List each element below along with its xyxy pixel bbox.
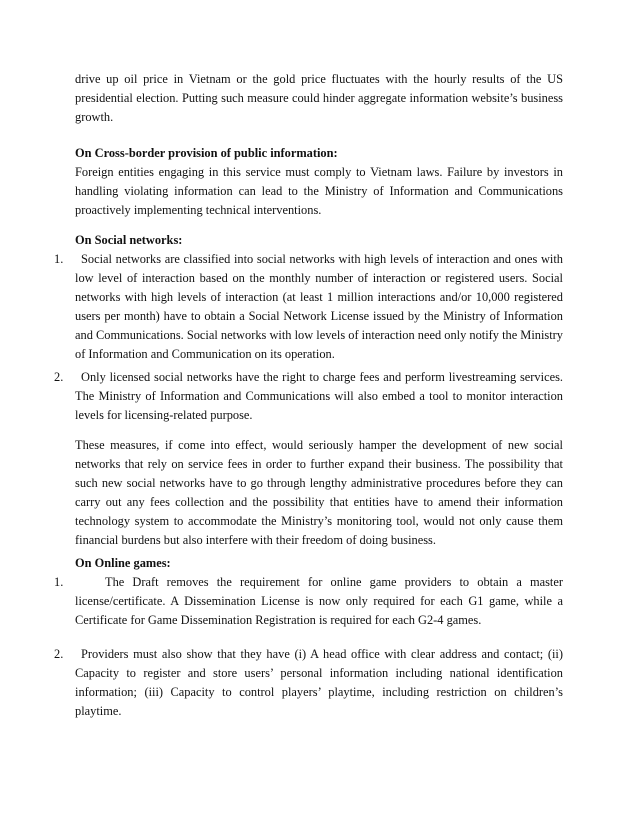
games-heading-block	[75, 554, 563, 573]
intro-paragraph-block	[75, 70, 563, 127]
intro-paragraph: drive up oil price in Vietnam or the gold price fluctuates with the hourly results of the US presidential election. Putting such measure could hinder aggregate information website’s business growth.	[75, 72, 563, 124]
social-heading-block	[75, 231, 563, 250]
social-item-1	[75, 250, 563, 364]
social-item-2-text: Only licensed social networks have the right to charge fees and perform livestreaming services. The Ministry of Information and Communications will also embed a tool to monitor interaction levels for licensing-related purpose.	[75, 370, 563, 422]
games-item-2-text: Providers must also show that they have (i) A head office with clear address and contact; (ii) Capacity to register and store users’ personal information including national identification information; (iii) Capacity to control players’ playtime, including restriction on children’s playtime.	[75, 647, 563, 718]
games-item-2-number: 2.	[54, 647, 64, 661]
social-item-1-text: Social networks are classified into social networks with high levels of interaction and ones with low level of interaction based on the monthly number of interaction or registered users. Social networks with high levels of interaction (at least 1 million interactions and/or 10,000 registered users per month) have to obtain a Social Network License issued by the Ministry of Information and Communications. Social networks with low levels of interaction need only notify the Ministry of Information and Communication on its operation.	[75, 252, 563, 361]
social-networks-heading: On Social networks:	[75, 233, 183, 247]
social-analysis-paragraph: These measures, if come into effect, would seriously hamper the development of new social networks that rely on service fees in order to further expand their business. The possibility that such new social networks have to go through lengthy administrative procedures before they can carry out any fees collection and the possibility that entities have to amend their information technology system to accommodate the Ministry’s monitoring tool, would not only cause them financial burdens but also interfere with their freedom of doing business.	[75, 438, 563, 547]
social-item-2	[75, 368, 563, 425]
cross-border-paragraph: Foreign entities engaging in this service must comply to Vietnam laws. Failure by investors in handling violating information can lead to the Ministry of Information and Communications proactively implementing technical interventions.	[75, 165, 563, 217]
games-item-1	[75, 573, 563, 630]
games-item-1-number: 1.	[54, 575, 64, 589]
online-games-heading: On Online games:	[75, 556, 171, 570]
social-analysis-block	[75, 436, 563, 550]
games-item-1-text: The Draft removes the requirement for online game providers to obtain a master license/certificate. A Dissemination License is now only required for each G1 game, while a Certificate for Game Dissemination Registration is required for each G2-4 games.	[75, 575, 563, 627]
games-item-2	[75, 645, 563, 721]
social-item-2-number: 2.	[54, 370, 64, 384]
cross-border-section	[75, 144, 563, 220]
social-item-1-number: 1.	[54, 252, 64, 266]
cross-border-heading: On Cross-border provision of public information:	[75, 146, 338, 160]
